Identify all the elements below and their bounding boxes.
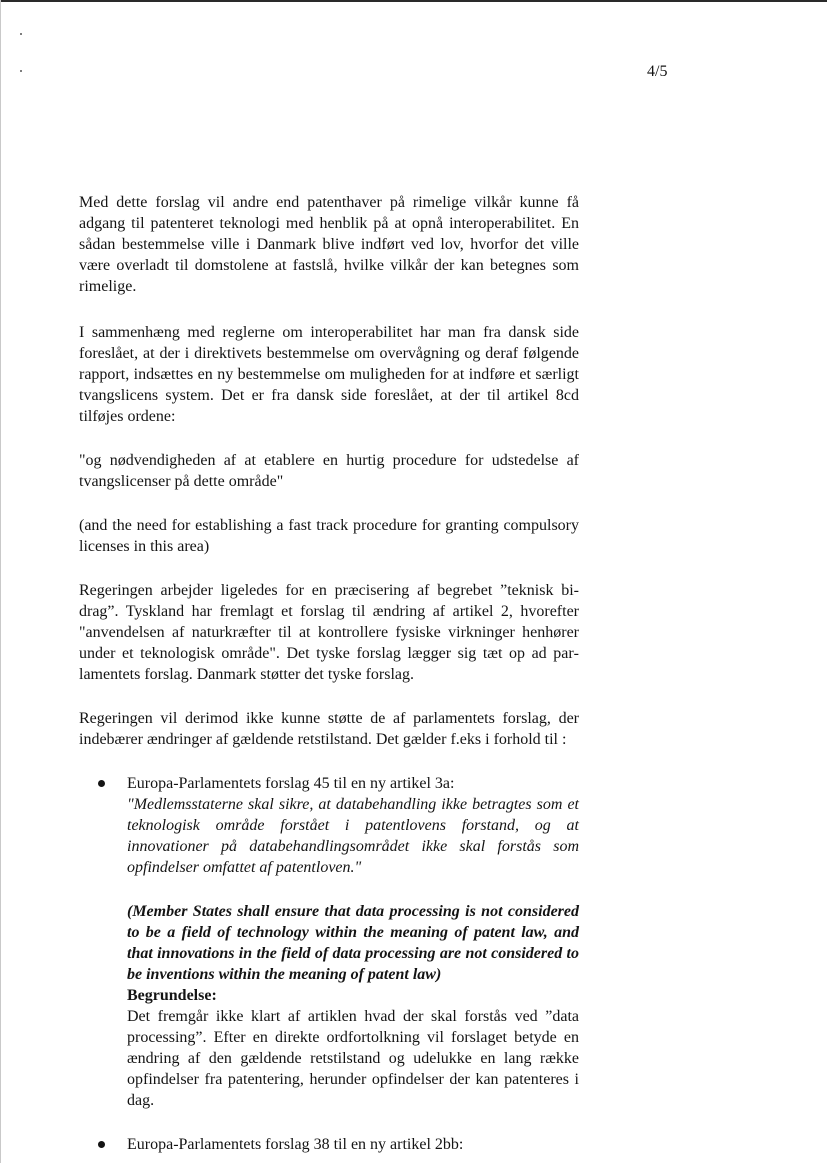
bullet-icon	[98, 780, 105, 787]
bullet-item	[79, 773, 579, 1111]
paragraph: Regeringen arbejder ligeledes for en præcisering af begrebet ”teknisk bidrag”. Tyskland har fremlagt et forslag til ændring af artikel 2, hvorefter "anvendelsen af naturkræfter til at kontrollere fysiske virkninger henhører under et teknologisk område". Det tyske forslag lægger sig tæt op ad parlamentets forslag. Danmark støtter det tyske forslag.	[79, 582, 579, 683]
paragraph: Regeringen vil derimod ikke kunne støtte de af parlamentets forslag, der indebærer ændringer af gældende retstilstand. Det gælder f.eks i forhold til :	[79, 710, 579, 748]
scan-left-edge	[0, 0, 1, 1163]
paragraph: Med dette forslag vil andre end patenthaver på rimelige vilkår kunne få adgang til patenteret teknologi med henblik på at opnå interoperabilitet. En sådan bestemmelse ville i Danmark blive indført ved lov, hvorfor det ville være overladt til domstolene at fastslå, hvilke vilkår der kan betegnes som rimelige.	[79, 194, 579, 295]
reason-label: Begrundelse:	[127, 987, 217, 1004]
paragraph: "og nødvendigheden af at etablere en hurtig procedure for udstedelse af tvangslicenser på dette område"	[79, 452, 579, 490]
scan-top-edge	[0, 0, 827, 2]
scan-speck	[20, 33, 22, 35]
paragraph: (and the need for establishing a fast track procedure for granting compulsory licenses in this area)	[79, 517, 579, 555]
quote-danish: "Medlemsstaterne skal sikre, at databehandling ikke betragtes som et teknologisk område forstået i patentlovens forstand, og at innovationer på databehandlingsområdet ikke skal forstås som opfindelser omfattet af patentloven."	[127, 796, 579, 876]
bullet-heading: Europa-Parlamentets forslag 45 til en ny artikel 3a:	[127, 775, 455, 792]
quote-english: (Member States shall ensure that data processing is not considered to be a field of technology within the meaning of patent law, and that innovations in the field of data processing are not considered to be inventions within the meaning of patent law)	[127, 903, 579, 983]
bullet-icon	[98, 1141, 105, 1148]
paragraph: I sammenhæng med reglerne om interoperabilitet har man fra dansk side foreslået, at der i direktivets bestemmelse om overvågning og deraf følgende rapport, indsættes en ny bestemmelse om muligheden for at indføre et særligt tvangslicens system. Det er fra dansk side foreslået, at der til artikel 8cd tilføjes ordene:	[79, 324, 579, 425]
reason-text: Det fremgår ikke klart af artiklen hvad der skal forstås ved ”data processing”. Efter en direkte ordfortolkning vil forslaget betyde en ændring af den gældende retstilstand og udelukke en lang række opfindelser fra patentering, herunder opfindelser der kan patenteres i dag.	[127, 1008, 579, 1109]
bullet-item	[79, 1134, 579, 1155]
scan-speck	[20, 70, 22, 72]
bullet-heading: Europa-Parlamentets forslag 38 til en ny artikel 2bb:	[127, 1136, 464, 1153]
page-number: 4/5	[647, 63, 668, 80]
document-body	[79, 192, 579, 1155]
